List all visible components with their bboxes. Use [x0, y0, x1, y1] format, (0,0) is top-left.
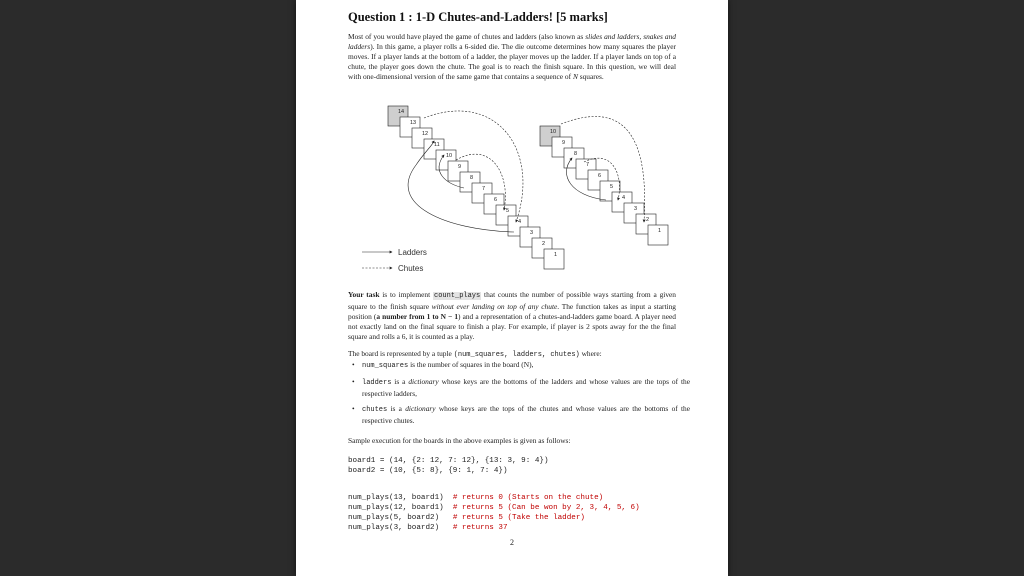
bullet-text: is a	[387, 403, 406, 413]
list-item	[362, 360, 690, 372]
task-text-3: that counts the number of possible ways starting from a given square to the finish square	[348, 290, 676, 311]
board-square-label: 12	[422, 131, 429, 137]
intro-em-n: N	[572, 71, 578, 81]
board-square-label: 13	[410, 120, 417, 126]
board-square-label: 14	[398, 109, 405, 115]
board-square-label: 8	[470, 175, 474, 181]
list-item	[362, 377, 690, 399]
task-text-2: is to implement	[379, 290, 433, 299]
bullet-code: chutes	[362, 405, 388, 414]
task-bold-range: a number from 1 to N − 1	[376, 311, 459, 321]
call-code: num_plays(12, board1)	[348, 504, 453, 512]
task-text-5: ) and a representation of a chutes-and-ladders game board. A player need not exactly land on the final square to finish a play. For example, if player is 2 spots away for the the final square and rolls a 6, it is counted as a play.	[348, 311, 676, 341]
task-bold: Your task	[348, 290, 380, 299]
call-code: num_plays(5, board2)	[348, 514, 453, 522]
board-square-label: 10	[446, 153, 453, 159]
bullet-em: dictionary	[408, 376, 439, 386]
call-comment: # returns 5 (Can be won by 2, 3, 4, 5, 6)	[452, 504, 640, 512]
board-square-label: 7	[586, 162, 590, 168]
intro-text-2: ). In this game, a player rolls a 6-sided die. The die outcome determines how many squares the player moves. If a player lands at the bottom of a ladder, the player moves up the ladder. If a player lands on top of a chute, the player goes down the chute. The goal is to reach the finish square. In this question, we will deal with one-dimensional version of the same game that contains a sequence of	[348, 41, 676, 81]
board-definitions-code	[348, 456, 549, 476]
task-text-4: . The function takes as input a starting position (	[348, 301, 676, 321]
board-desc-text-2: where:	[579, 349, 602, 358]
board-square-label: 10	[550, 129, 557, 135]
bullet-text: is a	[391, 376, 409, 386]
board-square-label: 8	[574, 151, 578, 157]
sample-intro: Sample execution for the boards in the above examples is given as follows:	[348, 436, 571, 445]
board-square-label: 3	[634, 206, 638, 212]
bullet-text: whose keys are the bottoms of the ladders and whose values are the tops of the respective ladders,	[362, 376, 690, 398]
code-line	[348, 503, 640, 513]
board-square-label: 9	[458, 164, 462, 170]
board-fields-list	[348, 360, 690, 431]
intro-em-1: slides and ladders, snakes and ladders	[348, 32, 676, 51]
board1-diagram	[388, 106, 564, 269]
intro-text-3: squares.	[577, 71, 604, 81]
page-number: 2	[510, 538, 514, 547]
board-square-label: 1	[658, 228, 662, 234]
board-square-label: 5	[610, 184, 614, 190]
intro-text-1: Most of you would have played the game of chutes and ladders (also known as	[348, 32, 586, 41]
document-page	[296, 0, 728, 576]
board-square-label: 6	[598, 173, 602, 179]
bullet-text: is the number of squares in the board (N),	[408, 360, 534, 369]
board2-code-line: board2 = (10, {5: 8}, {9: 1, 7: 4})	[348, 467, 508, 475]
board-square-label: 5	[506, 208, 510, 214]
list-item	[362, 404, 690, 426]
board-square-label: 7	[482, 186, 486, 192]
code-line	[348, 523, 640, 533]
board-square-label: 2	[542, 241, 546, 247]
legend-ladders-label: Ladders	[398, 248, 427, 257]
board-square-label: 4	[622, 195, 626, 201]
question-title: Question 1 : 1-D Chutes-and-Ladders! [5 marks]	[348, 10, 608, 24]
bullet-text: whose keys are the tops of the chutes and whose values are the bottoms of the respective chutes.	[362, 403, 691, 425]
bullet-code: num_squares	[362, 362, 409, 370]
call-code: num_plays(13, board1)	[348, 494, 453, 502]
function-name: count_plays	[434, 292, 481, 300]
call-comment: # returns 37	[452, 524, 508, 532]
chutes-ladders-figure	[296, 0, 728, 280]
sample-calls-code	[348, 483, 640, 533]
legend-chutes-label: Chutes	[398, 264, 424, 273]
board-square-label: 11	[434, 142, 440, 148]
board-square-label: 9	[562, 140, 566, 146]
board-square-label: 3	[530, 230, 534, 236]
call-comment: # returns 0 (Starts on the chute)	[452, 494, 604, 502]
board1-code-line: board1 = (14, {2: 12, 7: 12}, {13: 3, 9: 4})	[348, 457, 549, 465]
board-square-label: 4	[518, 219, 522, 225]
bullet-code: ladders	[362, 378, 392, 387]
code-line	[348, 493, 640, 503]
call-code: num_plays(3, board2)	[348, 524, 453, 532]
board-square-label: 6	[494, 197, 498, 203]
board2-diagram	[540, 126, 668, 245]
task-em: without ever landing on top of any chute	[431, 301, 558, 311]
board-desc-text-1: The board is represented by a tuple	[348, 349, 454, 358]
bullet-em: dictionary	[405, 403, 436, 413]
code-line	[348, 513, 640, 523]
task-paragraph	[348, 290, 676, 342]
board-square-label: 2	[646, 217, 650, 223]
call-comment: # returns 5 (Take the ladder)	[452, 514, 585, 522]
board-tuple-code: (num_squares, ladders, chutes)	[453, 351, 580, 359]
board-square-label: 1	[554, 252, 558, 258]
